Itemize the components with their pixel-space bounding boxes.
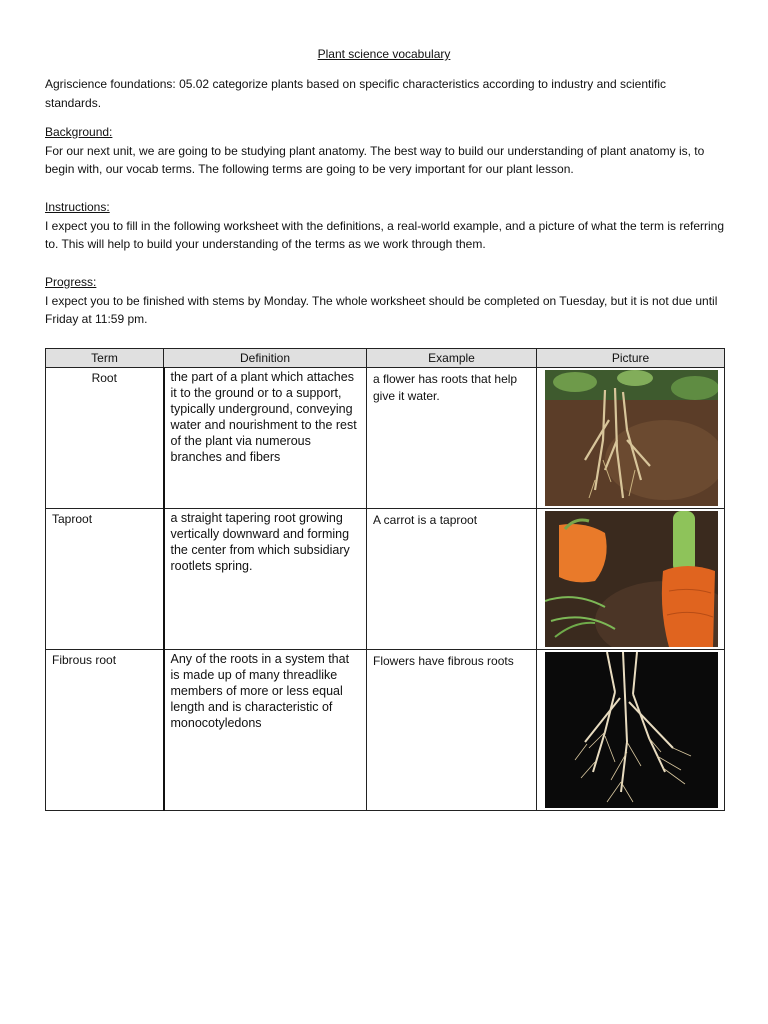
progress-heading: Progress:: [45, 275, 97, 289]
header-definition: Definition: [164, 349, 367, 368]
table-row: [46, 368, 725, 509]
fibrous-root-photo: [545, 652, 718, 808]
example-cell: A carrot is a taproot: [367, 509, 537, 650]
term-cell: Root: [46, 368, 164, 509]
instructions-section: [45, 198, 725, 254]
example-cell: Flowers have fibrous roots: [367, 650, 537, 811]
root-soil-photo: [545, 370, 718, 506]
definition-cell: a straight tapering root growing vertically downward and forming the center from which subsidiary rootlets spring.: [164, 509, 367, 650]
header-picture: Picture: [537, 349, 725, 368]
standard-text: Agriscience foundations: 05.02 categorize plants based on specific characteristics according to industry and scientific standards.: [45, 77, 667, 110]
definition-cell: Any of the roots in a system that is made up of many threadlike members of more or less equal length and is characteristic of monocotyledons: [164, 650, 367, 811]
progress-section: [45, 273, 725, 329]
definition-cell: the part of a plant which attaches it to the ground or to a support, typically underground, conveying water and nourishment to the rest of the plant via numerous branches and fibers: [164, 368, 367, 509]
background-section: [45, 123, 725, 179]
background-heading: Background:: [45, 125, 113, 139]
picture-cell: [537, 509, 725, 650]
picture-cell: [537, 650, 725, 811]
instructions-heading: Instructions:: [45, 200, 110, 214]
term-cell: Taproot: [46, 509, 164, 650]
table-row: [46, 650, 725, 811]
term-cell: Fibrous root: [46, 650, 164, 811]
vocabulary-table: [45, 348, 725, 811]
header-example: Example: [367, 349, 537, 368]
background-text: For our next unit, we are going to be studying plant anatomy. The best way to build our understanding of plant anatomy is, to begin with, our vocab terms. The following terms are going to be very important for our plant lesson.: [45, 143, 705, 176]
instructions-text: I expect you to fill in the following worksheet with the definitions, a real-world example, and a picture of what the term is referring to. This will help to build your understanding of the terms as we work through them.: [45, 218, 725, 251]
example-cell: a flower has roots that help give it water.: [367, 368, 537, 509]
header-term: Term: [46, 349, 164, 368]
page-title: Plant science vocabulary: [317, 47, 451, 61]
table-row: [46, 509, 725, 650]
picture-cell: [537, 368, 725, 509]
progress-text: I expect you to be finished with stems by Monday. The whole worksheet should be completed on Tuesday, but it is not due until Friday at 11:59 pm.: [45, 293, 718, 326]
table-header-row: [46, 349, 725, 368]
carrot-photo: [545, 511, 718, 647]
